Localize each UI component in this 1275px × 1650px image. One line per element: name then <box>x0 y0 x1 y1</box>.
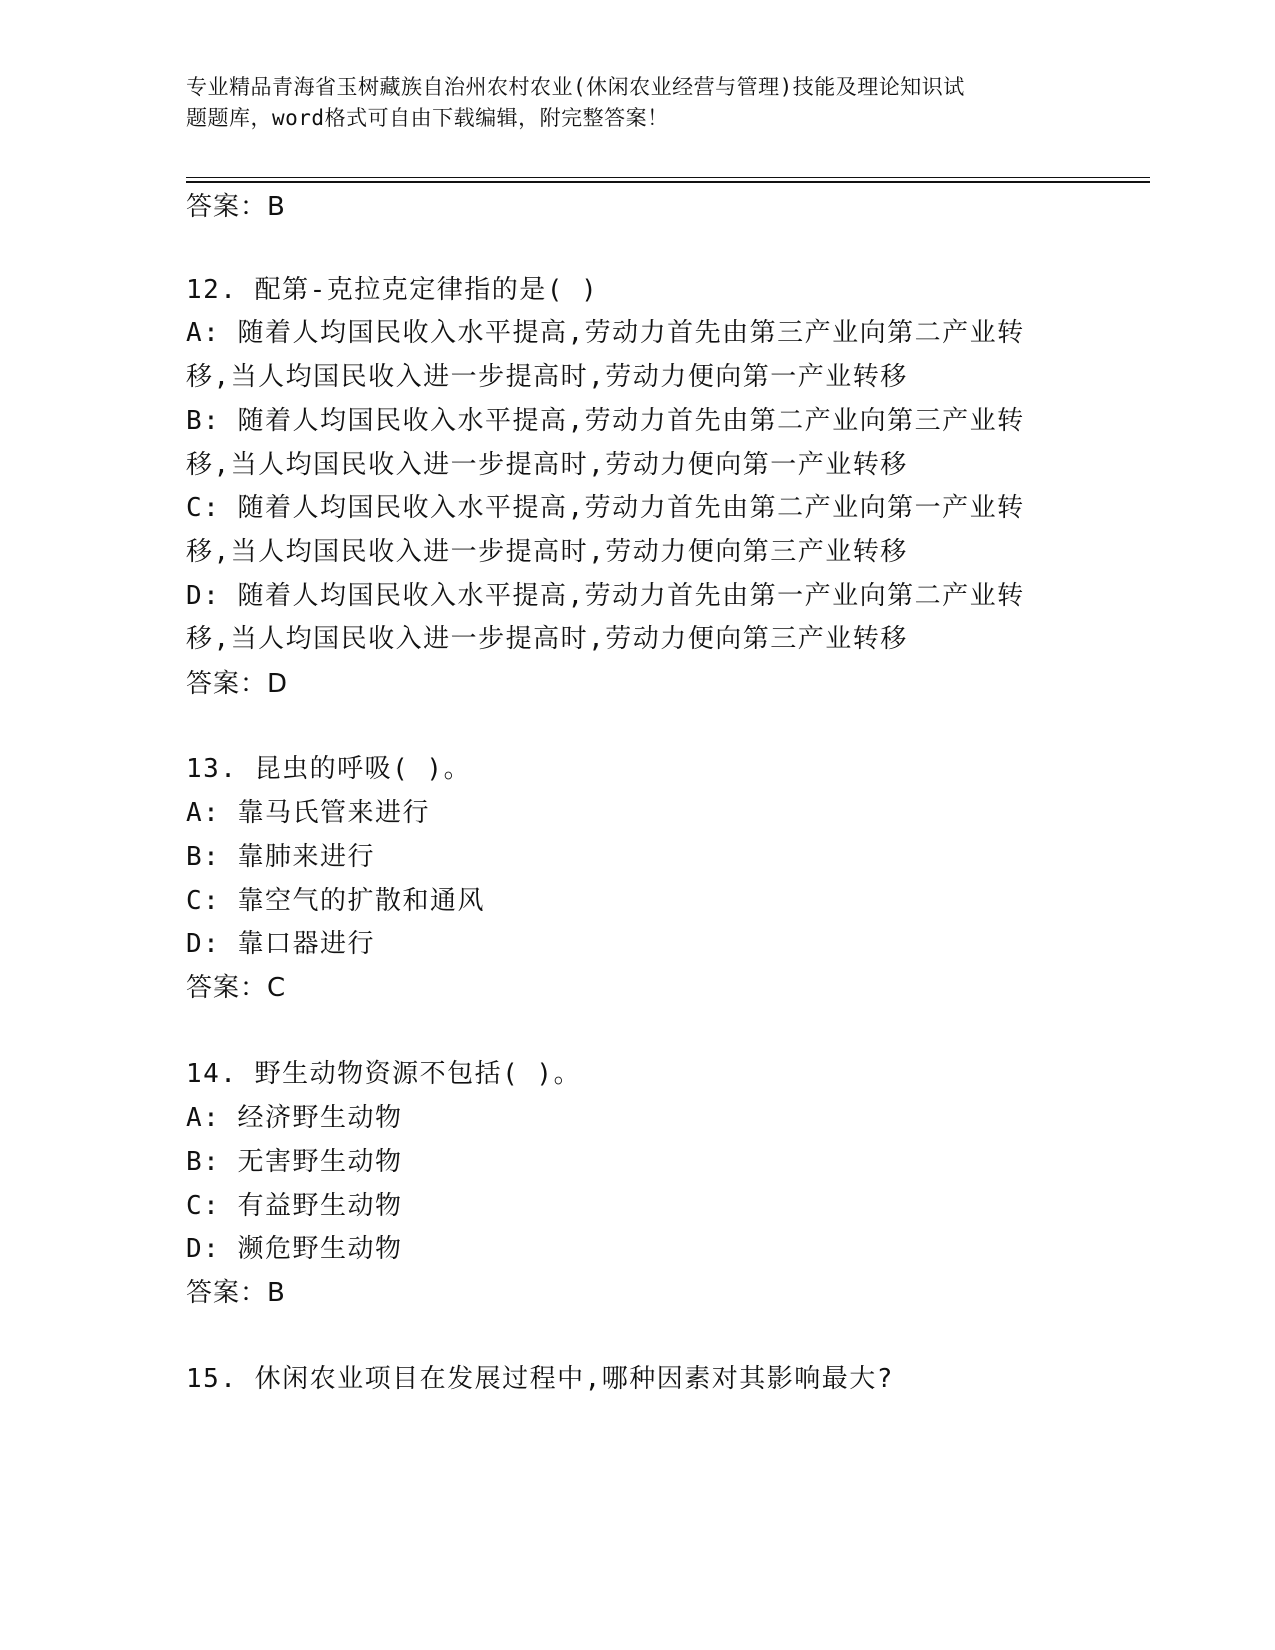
option-line: C: 靠空气的扩散和通风 <box>186 886 485 916</box>
option-line: 移,当人均国民收入进一步提高时,劳动力便向第一产业转移 <box>186 450 908 480</box>
option-line: A: 随着人均国民收入水平提高,劳动力首先由第三产业向第二产业转 <box>186 318 1025 348</box>
header-divider-thin <box>186 177 1150 178</box>
option-line: A: 靠马氏管来进行 <box>186 798 430 828</box>
header-divider-thick <box>186 181 1150 183</box>
option-line: B: 靠肺来进行 <box>186 842 375 872</box>
question-title: 15. 休闲农业项目在发展过程中,哪种因素对其影响最大? <box>186 1364 894 1394</box>
header-line-1: 专业精品青海省玉树藏族自治州农村农业(休闲农业经营与管理)技能及理论知识试 <box>186 75 965 99</box>
question-title: 13. 昆虫的呼吸( )。 <box>186 754 472 784</box>
document-header <box>186 72 1086 134</box>
option-line: C: 随着人均国民收入水平提高,劳动力首先由第二产业向第一产业转 <box>186 493 1025 523</box>
answer-line: 答案：D <box>186 669 289 699</box>
option-line: B: 无害野生动物 <box>186 1147 403 1177</box>
option-line: B: 随着人均国民收入水平提高,劳动力首先由第二产业向第三产业转 <box>186 406 1025 436</box>
question-title: 12. 配第-克拉克定律指的是( ) <box>186 275 599 305</box>
option-line: C: 有益野生动物 <box>186 1191 403 1221</box>
option-line: 移,当人均国民收入进一步提高时,劳动力便向第一产业转移 <box>186 362 908 392</box>
question-title: 14. 野生动物资源不包括( )。 <box>186 1059 582 1089</box>
header-line-2: 题题库，word格式可自由下载编辑，附完整答案！ <box>186 106 669 130</box>
answer-line: 答案：C <box>186 973 287 1003</box>
option-line: 移,当人均国民收入进一步提高时,劳动力便向第三产业转移 <box>186 624 908 654</box>
answer-line: 答案：B <box>186 192 286 222</box>
option-line: D: 靠口器进行 <box>186 929 375 959</box>
option-line: 移,当人均国民收入进一步提高时,劳动力便向第三产业转移 <box>186 537 908 567</box>
answer-line: 答案：B <box>186 1278 286 1308</box>
option-line: D: 濒危野生动物 <box>186 1234 403 1264</box>
option-line: D: 随着人均国民收入水平提高,劳动力首先由第一产业向第二产业转 <box>186 581 1025 611</box>
option-line: A: 经济野生动物 <box>186 1103 403 1133</box>
